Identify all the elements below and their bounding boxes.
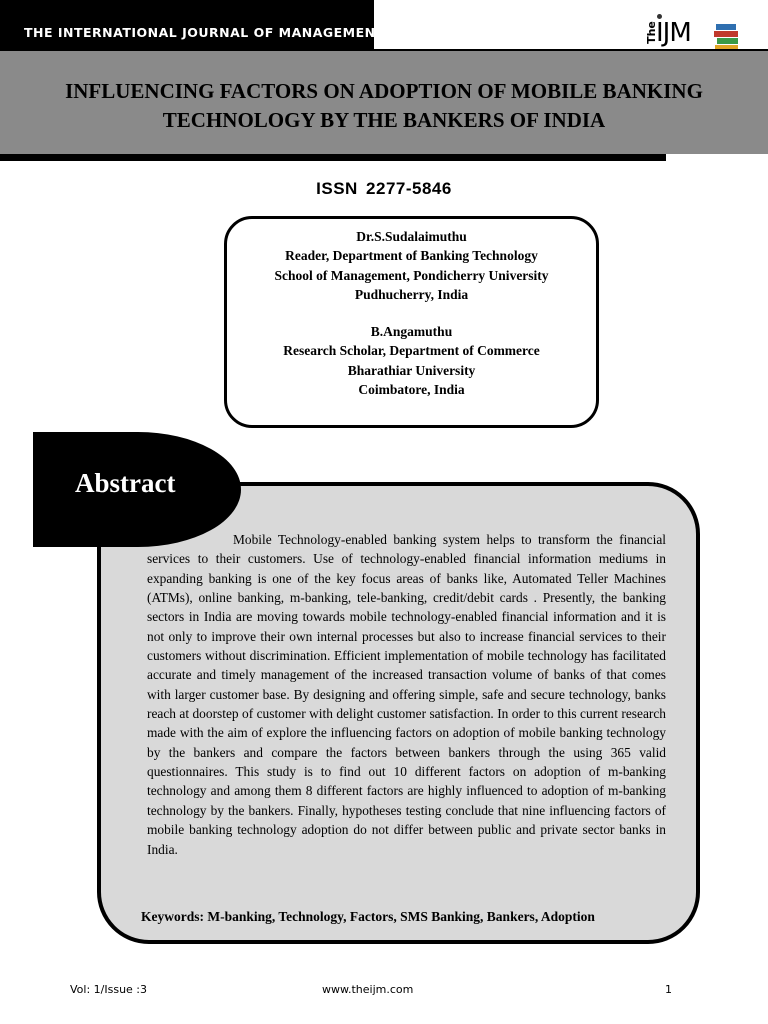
abstract-text: Mobile Technology-enabled banking system helps to transform the financial services to their customers. Use of technology-enabled financial information mediums in expanding banking is one of the key focus areas of banks like, Automated Teller Machines (ATMs), online banking, m-banking, tele-banking, credit/debit cards . Presently, the banking sectors in India are moving towards mobile technology-enabled financial information and it is not only to improve their own internal processes but also to increase financial services to their customers without discrimination. Efficient implementation of mobile technology has facilitated accurate and timely management of the increased transaction volume of banks of that comes with larger customer base. By designing and offering simple, safe and secure technology, banks reach at doorstep of customer with delight customer satisfaction. In order to this current research made with the aim of explore the influencing factors on adoption of mobile banking technology by the bankers and compare the factors between bankers through the using 365 valid questionnaires. This study is to find out 10 different factors on adoption of m-banking technology and among them 8 different factors are highly influenced to adoption of m-banking technology by the bankers. Finally, hypotheses testing conclude that nine influencing factors of mobile banking technology adoption do not differ between public and private sector banks in India. [147, 532, 666, 857]
keywords: Keywords: M-banking, Technology, Factors, SMS Banking, Bankers, Adoption [141, 909, 595, 924]
stacked-books-icon [714, 22, 740, 52]
author-2-location: Coimbatore, India [358, 381, 465, 397]
footer-volume: Vol: 1/Issue :3 [70, 983, 148, 996]
author-2-name: B.Angamuthu [370, 324, 453, 339]
author-1-location: Pudhucherry, India [354, 286, 469, 302]
journal-name: THE INTERNATIONAL JOURNAL OF MANAGEMENT [24, 25, 385, 40]
author-1-name: Dr.S.Sudalaimuthu [356, 229, 467, 244]
author-2-position: Research Scholar, Department of Commerce [283, 343, 540, 359]
author-2-university: Bharathiar University [347, 362, 476, 378]
abstract-heading: Abstract [75, 468, 176, 498]
author-1-position: Reader, Department of Banking Technology [285, 248, 538, 264]
author-1-school: School of Management, Pondicherry University [274, 267, 549, 283]
authors-box [224, 216, 599, 428]
issn-number: ISSN 2277-5846 [316, 179, 452, 198]
paper-title [10, 77, 758, 135]
paper-title-line-1: INFLUENCING FACTORS ON ADOPTION OF MOBILE BANKING [65, 79, 703, 103]
journal-logo [644, 12, 744, 52]
footer-website: www.theijm.com [322, 983, 414, 996]
logo-the-text: The [644, 21, 658, 44]
footer-page-number: 1 [665, 983, 672, 996]
title-bottom-rule [0, 154, 666, 161]
author-1 [227, 227, 596, 304]
logo-ijm-text: IJM [656, 18, 691, 48]
author-2 [227, 322, 596, 399]
paper-title-line-2: TECHNOLOGY BY THE BANKERS OF INDIA [162, 108, 606, 132]
